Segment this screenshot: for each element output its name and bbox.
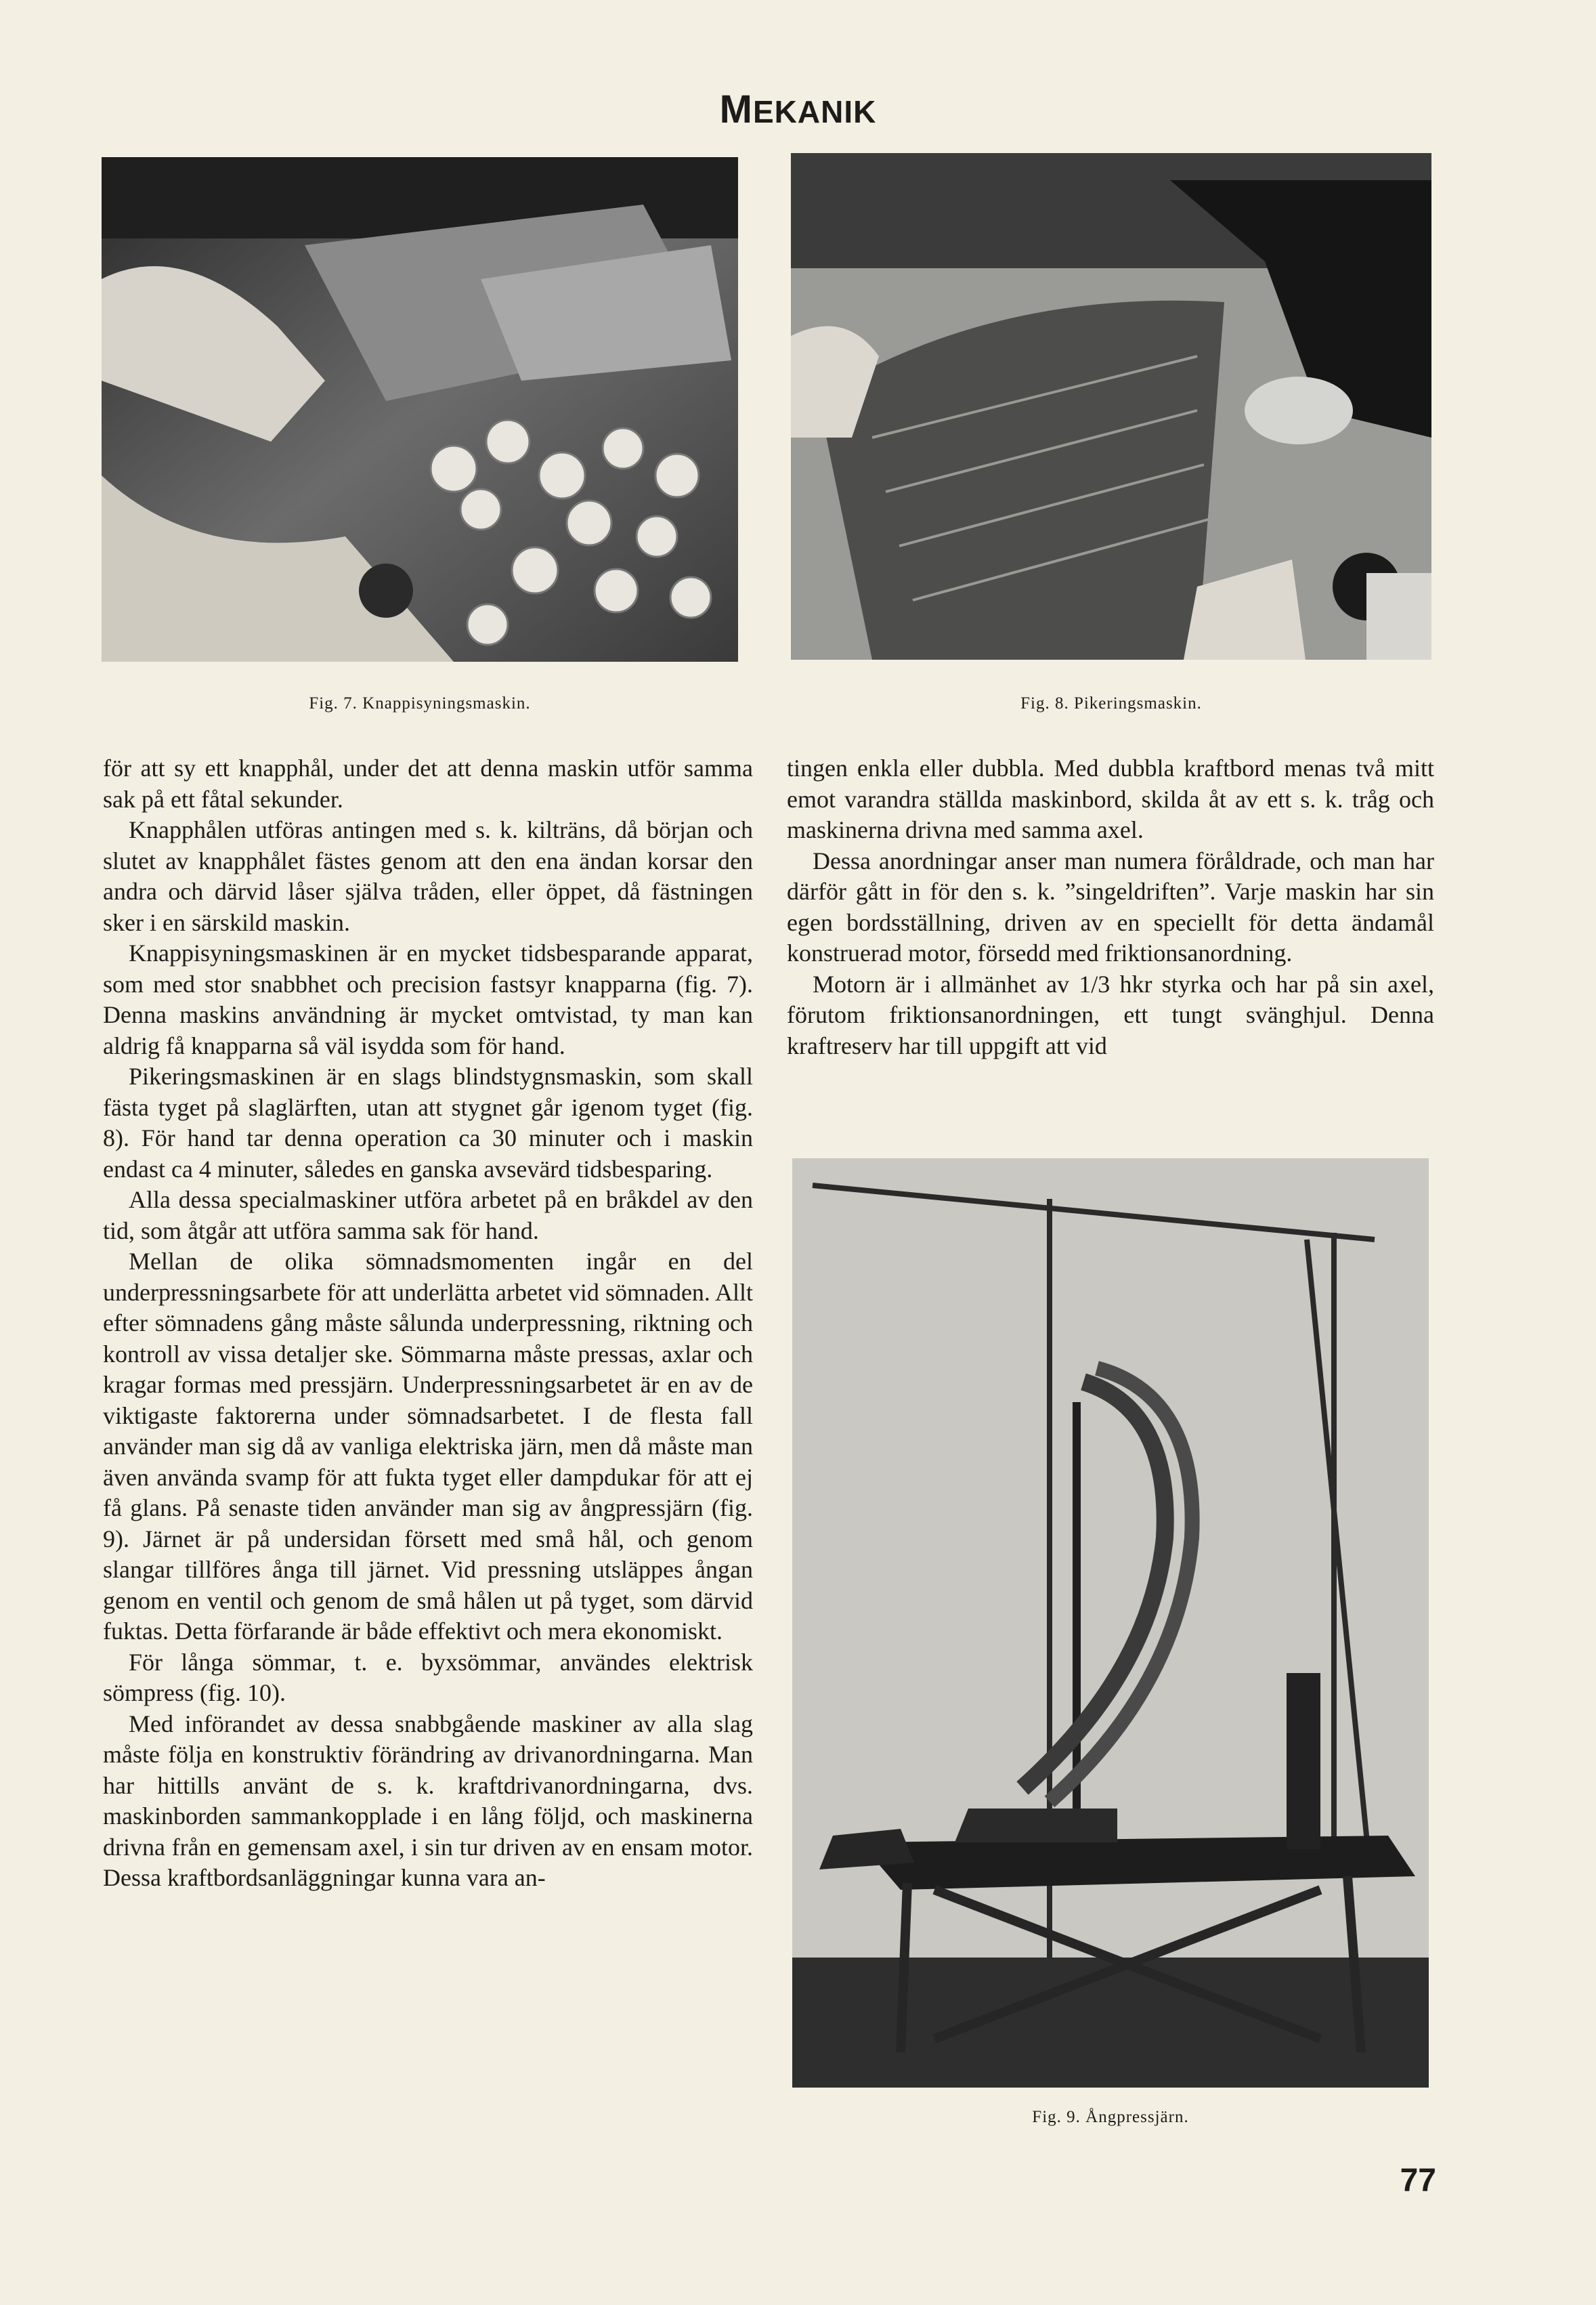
figure-7-photo <box>102 157 738 662</box>
paragraph: Alla dessa specialmaskiner utföra arbetet på en bråkdel av den tid, som åtgår att utföra samma sak för hand. <box>103 1186 753 1244</box>
figure-7-caption: Fig. 7. Knappisyningsmaskin. <box>309 694 531 713</box>
figure-9-photo <box>792 1158 1429 2088</box>
page-header <box>0 87 1596 132</box>
paragraph: tingen enkla eller dubbla. Med dubbla kraftbord menas två mitt emot varandra ställda maskinbord, skilda åt av ett s. k. tråg och maskinerna drivna med samma axel. <box>787 755 1434 843</box>
figure-8-caption: Fig. 8. Pikeringsmaskin. <box>1020 694 1202 713</box>
paragraph: Dessa anordningar anser man numera föråldrade, och man har därför gått in för den s. k. ”singeldriften”. Varje maskin har sin egen bordsställning, driven av en speciellt för detta ändamål konstruerad motor, försedd med friktionsanordning. <box>787 847 1434 967</box>
paragraph: för att sy ett knapphål, under det att denna maskin utför samma sak på ett fåtal sekunder. <box>103 755 753 813</box>
paragraph: Knapphålen utföras antingen med s. k. kilträns, då början och slutet av knapphålet fästes genom att den ena ändan korsar den andra och därvid låser själva tråden, eller öppet, då fästningen sker i en särskild maskin. <box>103 816 753 936</box>
figure-9-caption: Fig. 9. Ångpressjärn. <box>1032 2108 1189 2126</box>
figure-8-photo <box>791 153 1431 660</box>
paragraph: Knappisyningsmaskinen är en mycket tidsbesparande apparat, som med stor snabbhet och precision fastsyr knapparna (fig. 7). Denna maskins användning är mycket omtvistad, ty man kan aldrig få knapparna så väl isydda som för hand. <box>103 939 753 1059</box>
left-column <box>103 753 753 1894</box>
header-rest: EKANIK <box>752 94 877 129</box>
page-number: 77 <box>1400 2163 1436 2199</box>
paragraph: Motorn är i allmänhet av 1/3 hkr styrka och har på sin axel, förutom friktionsanordningen, ett tungt svänghjul. Denna kraftreserv har till uppgift att vid <box>787 970 1434 1059</box>
paragraph: Med införandet av dessa snabbgående maskiner av alla slag måste följa en konstruktiv förändring av drivanordningarna. Man har hittills använt de s. k. kraftdrivanordningarna, dvs. maskinborden sammankopplade i en lång följd, och maskinerna drivna från en gemensam axel, i sin tur driven av en ensam motor. Dessa kraftbordsanläggningar kunna vara an- <box>103 1710 753 1891</box>
paragraph: För långa sömmar, t. e. byxsömmar, användes elektrisk sömpress (fig. 10). <box>103 1648 753 1706</box>
paragraph: Mellan de olika sömnadsmomenten ingår en del underpressningsarbete för att underlätta arbetet vid sömnaden. Allt efter sömnadens gång måste sålunda underpressning, riktning och kontroll av vissa detaljer ske. Sömmarna måste pressas, axlar och kragar formas med pressjärn. Underpressningsarbetet är en av de viktigaste faktorerna under sömnadsarbetet. I de flesta fall använder man sig då av vanliga elektriska järn, men då måste man även använda svamp för att fukta tyget eller dampdukar för att ej få glans. På senaste tiden använder man sig av ångpressjärn (fig. 9). Järnet är på undersidan försett med små hål, och genom slangar tillföres ånga till järnet. Vid pressning utsläppes ångan genom en ventil och genom de små hålen ut på tyget, som därvid fuktas. Detta förfarande är både effektivt och mera ekonomiskt. <box>103 1248 753 1645</box>
paragraph: Pikeringsmaskinen är en slags blindstygnsmaskin, som skall fästa tyget på slaglärften, utan att stygnet går igenom tyget (fig. 8). För hand tar denna operation ca 30 minuter och i maskin endast ca 4 minuter, således en ganska avsevärd tidsbesparing. <box>103 1063 753 1183</box>
header-initial: M <box>719 87 753 131</box>
right-column <box>787 753 1434 1061</box>
